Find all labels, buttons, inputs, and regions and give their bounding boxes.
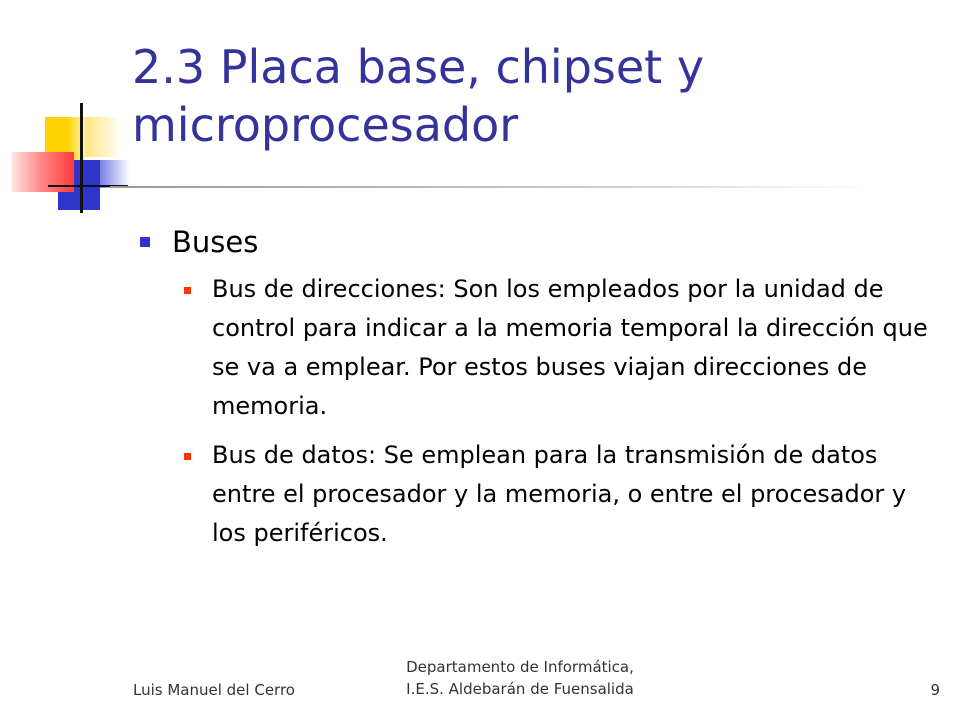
logo-vertical-line	[80, 103, 83, 213]
sub-bullet-text: Bus de direcciones: Son los empleados por la unidad de control para indicar a la memoria temporal la dirección que se va a emplear. Por estos buses viajan direcciones de memoria.	[212, 275, 928, 420]
logo-yellow-fade	[85, 117, 123, 157]
sub-bullet-text: Bus de datos: Se emplean para la transmisión de datos entre el procesador y la memoria, o entre el procesador y los periféricos.	[212, 441, 907, 547]
slide-content	[140, 222, 940, 563]
sub-bullet-item-address-bus	[140, 270, 940, 426]
footer-page-number: 9	[930, 681, 940, 699]
footer-department-line2: I.E.S. Aldebarán de Fuensalida	[406, 680, 634, 698]
square-bullet-icon	[184, 453, 191, 460]
slide-title: 2.3 Placa base, chipset y microprocesador	[132, 40, 705, 152]
square-bullet-icon	[184, 287, 191, 294]
logo-blue-fade	[100, 160, 130, 188]
title-underline	[110, 186, 870, 188]
bullet-text: Buses	[172, 225, 259, 259]
footer-department-line1: Departamento de Informática,	[406, 658, 634, 676]
sub-bullet-list	[140, 270, 940, 553]
square-bullet-icon	[140, 237, 150, 247]
corner-logo	[0, 0, 140, 230]
footer-author: Luis Manuel del Cerro	[133, 681, 295, 699]
sub-bullet-item-data-bus	[140, 436, 940, 553]
bullet-item-buses	[140, 222, 940, 262]
footer-department	[300, 656, 740, 700]
